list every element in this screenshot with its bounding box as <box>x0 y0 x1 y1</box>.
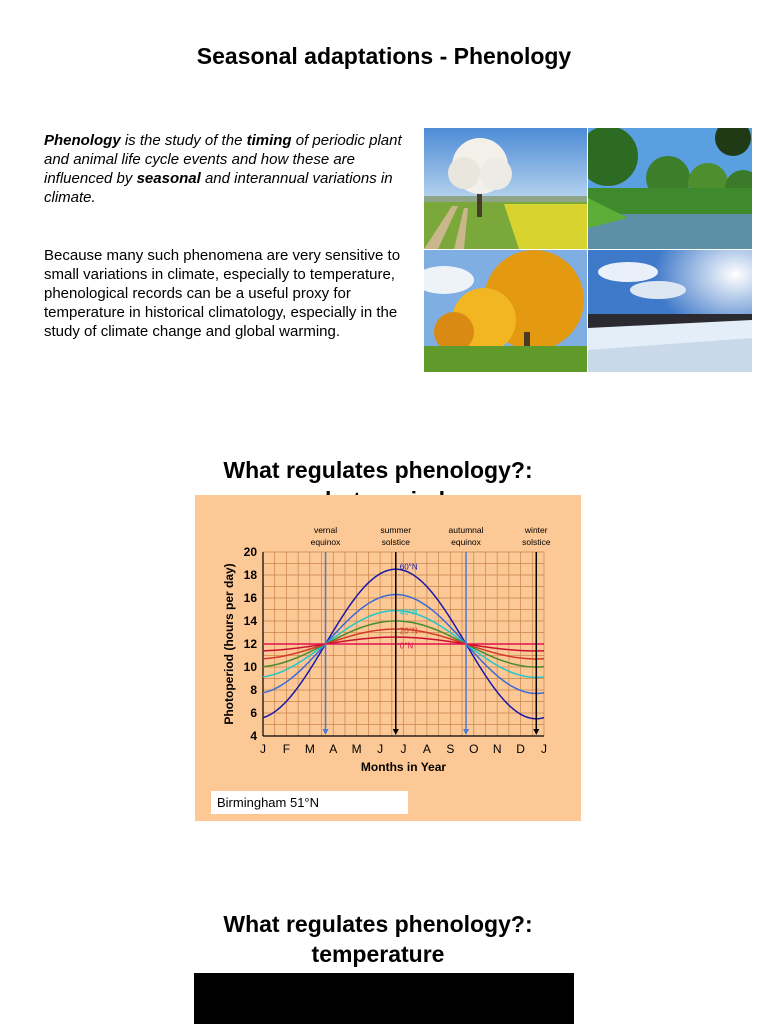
event-label: equinox <box>310 537 341 547</box>
x-tick-label: A <box>329 742 338 756</box>
event-label: winter <box>524 525 548 535</box>
page-title: Seasonal adaptations - Phenology <box>196 43 572 69</box>
term-timing: timing <box>246 132 292 149</box>
x-tick-label: D <box>516 742 525 756</box>
summer-photo <box>588 128 752 249</box>
intro-text-2: of periodic plant and animal life cycle events and how these are influenced by <box>44 132 402 187</box>
term-phenology: Phenology <box>44 132 121 149</box>
event-marker-arrow <box>323 729 329 735</box>
intro-text-3: and interannual variations in climate. <box>44 170 393 206</box>
x-tick-label: F <box>282 742 291 756</box>
x-tick-label: M <box>304 742 315 756</box>
photoperiod-chart-svg <box>195 495 581 821</box>
section-title-temperature-line1: What regulates phenology?: <box>223 911 533 937</box>
x-tick-label: A <box>422 742 431 756</box>
y-tick-label: 12 <box>243 637 257 651</box>
section-title-temperature <box>0 909 756 969</box>
y-tick-label: 18 <box>243 568 257 582</box>
intro-paragraph-2: Because many such phenomena are very sensitive to small variations in climate, especially to temperature, phenological records can be a useful proxy for temperature in historical climatology, especially in the study of climate change and global warming. <box>44 247 401 340</box>
event-label: vernal <box>313 525 338 535</box>
x-tick-label: M <box>351 742 362 756</box>
location-caption: Birmingham 51°N <box>211 791 408 814</box>
y-tick-label: 4 <box>250 729 257 743</box>
y-tick-label: 6 <box>250 706 257 720</box>
photoperiod-chart <box>195 495 581 821</box>
section-title-photoperiod-line1: What regulates phenology?: <box>223 457 533 483</box>
event-label: equinox <box>451 537 481 547</box>
x-tick-label: J <box>400 742 407 756</box>
autumn-photo <box>424 250 587 372</box>
x-tick-label: N <box>492 742 502 756</box>
x-tick-label: J <box>541 742 547 756</box>
event-marker-arrow <box>463 729 469 735</box>
section-title-temperature-line2: temperature <box>311 941 445 967</box>
winter-photo <box>588 250 752 372</box>
series-label: 60°N <box>399 562 418 572</box>
y-tick-label: 14 <box>243 614 257 628</box>
event-label: summer <box>380 525 412 535</box>
event-label: solstice <box>522 537 551 547</box>
x-tick-label: J <box>260 742 266 756</box>
temperature-figure-placeholder <box>194 973 574 1024</box>
y-tick-label: 16 <box>243 591 257 605</box>
x-axis-title: Months in Year <box>360 760 447 774</box>
y-tick-label: 8 <box>250 683 257 697</box>
intro-text-1: is the study of the <box>120 132 247 149</box>
x-tick-label: O <box>469 742 479 756</box>
y-tick-label: 10 <box>243 660 257 674</box>
event-label: solstice <box>381 537 410 547</box>
term-seasonal: seasonal <box>136 170 201 187</box>
event-marker-arrow <box>533 729 539 735</box>
x-tick-label: S <box>446 742 455 756</box>
x-tick-label: J <box>377 742 384 756</box>
y-axis-title: Photoperiod (hours per day) <box>222 563 236 725</box>
series-label: 0°N <box>399 641 414 651</box>
intro-paragraph-1 <box>44 131 424 207</box>
series-label: 40°N <box>399 607 418 617</box>
event-label: autumnal <box>448 525 484 535</box>
spring-photo <box>424 128 587 249</box>
event-marker-arrow <box>393 729 399 735</box>
y-tick-label: 20 <box>243 545 257 559</box>
series-label: 20°N <box>399 626 418 636</box>
